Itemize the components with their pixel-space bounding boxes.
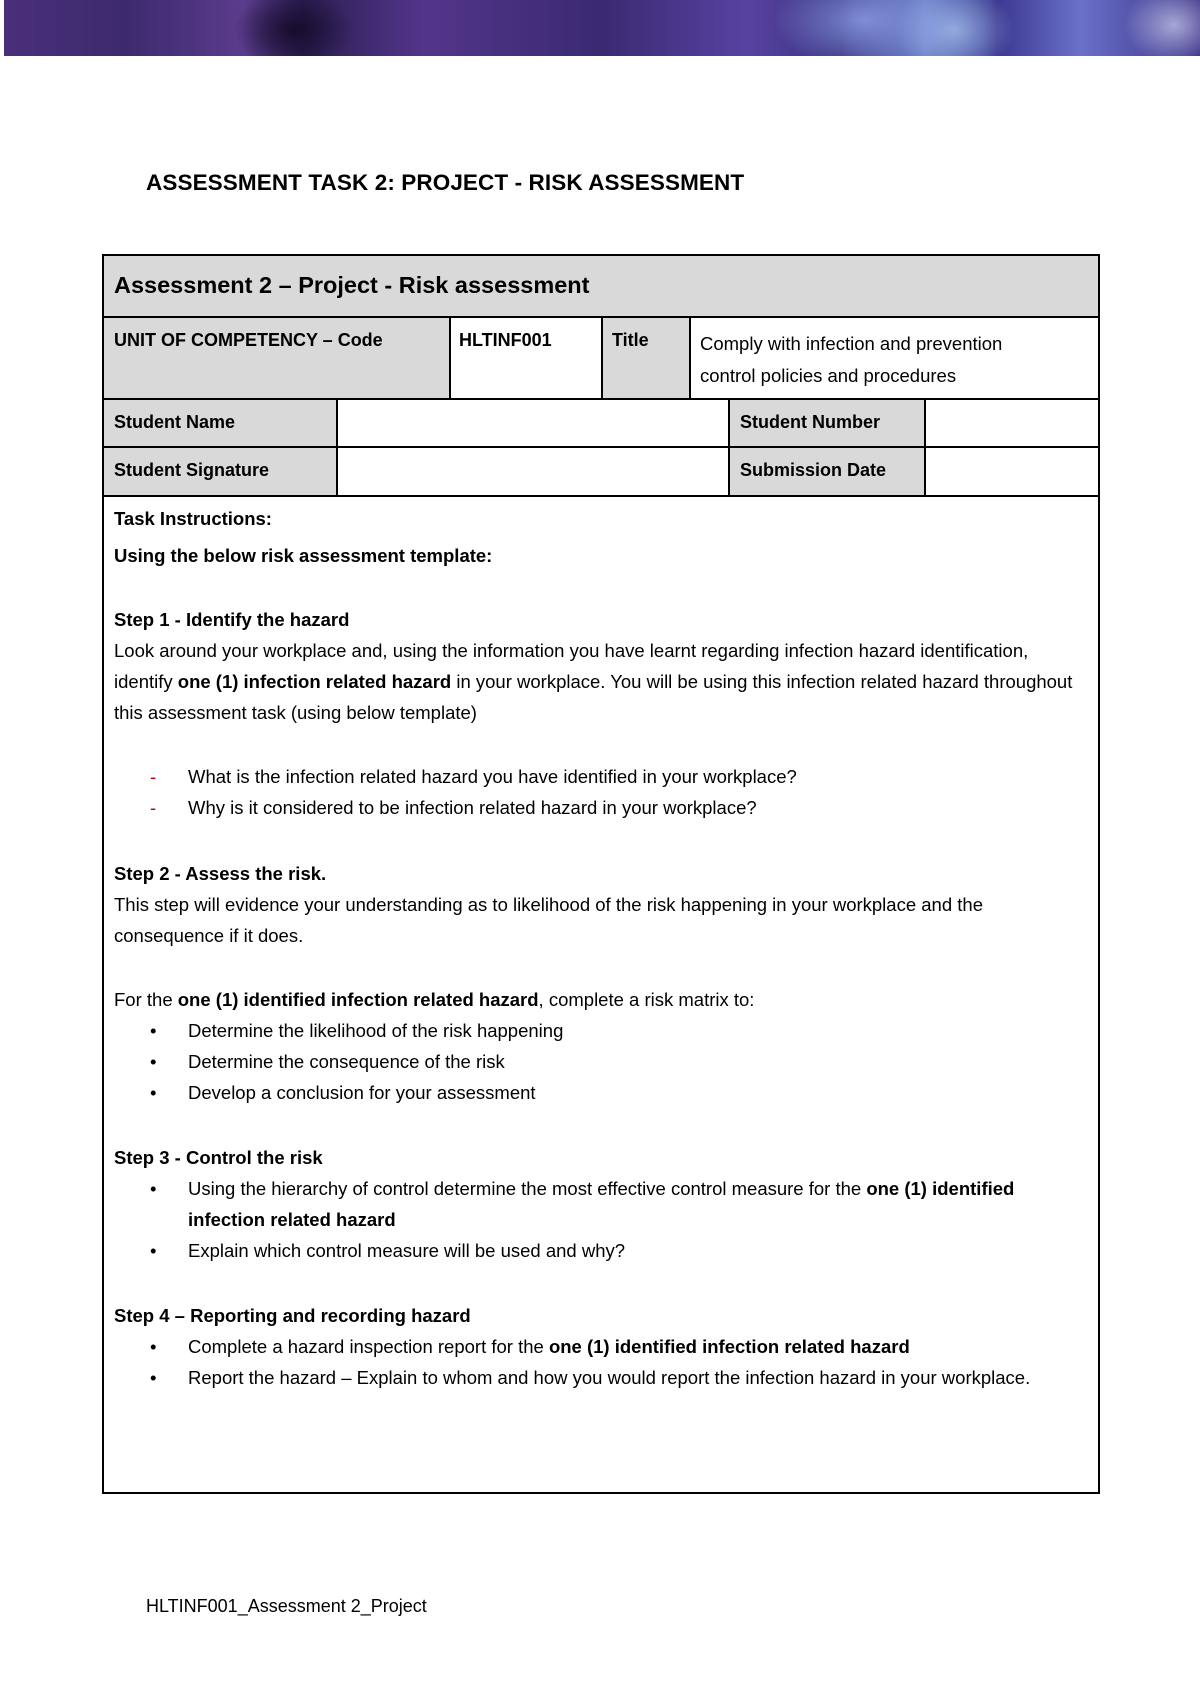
header-banner-image bbox=[4, 0, 1200, 56]
title-label-cell bbox=[602, 318, 690, 399]
task-instructions-intro: Using the below risk assessment template: bbox=[114, 545, 493, 566]
page-footer: HLTINF001_Assessment 2_Project bbox=[146, 1596, 427, 1616]
list-item bbox=[114, 792, 1088, 823]
step2-bullet-3: Develop a conclusion for your assessment bbox=[188, 1082, 536, 1103]
bullet-marker: • bbox=[150, 1367, 157, 1388]
dash-marker: - bbox=[150, 766, 157, 787]
unit-title-cell bbox=[690, 318, 1098, 399]
list-item bbox=[114, 1077, 1088, 1108]
table-header bbox=[104, 256, 1098, 316]
step4-heading: Step 4 – Reporting and recording hazard bbox=[114, 1305, 471, 1326]
step2-bullet-1: Determine the likelihood of the risk happening bbox=[188, 1020, 564, 1041]
list-item bbox=[114, 1173, 1088, 1235]
student-name-field[interactable] bbox=[338, 400, 728, 446]
list-item bbox=[114, 761, 1088, 792]
bullet-marker: • bbox=[150, 1240, 157, 1261]
submission-date-label-cell bbox=[730, 448, 924, 495]
step3-heading: Step 3 - Control the risk bbox=[114, 1147, 323, 1168]
table-header-text: Assessment 2 – Project - Risk assessment bbox=[114, 272, 590, 298]
list-item bbox=[114, 1046, 1088, 1077]
page-heading: ASSESSMENT TASK 2: PROJECT - RISK ASSESSMENT bbox=[146, 170, 745, 195]
student-number-label: Student Number bbox=[740, 412, 881, 432]
step3-bullet-2: Explain which control measure will be used and why? bbox=[188, 1240, 626, 1261]
student-signature-field[interactable] bbox=[338, 448, 728, 495]
unit-code-label: UNIT OF COMPETENCY – Code bbox=[114, 330, 383, 350]
title-label: Title bbox=[612, 330, 649, 350]
student-signature-label: Student Signature bbox=[114, 460, 270, 480]
task-instructions bbox=[114, 503, 1088, 1393]
bullet-marker: • bbox=[150, 1020, 157, 1041]
step1-question-1: What is the infection related hazard you have identified in your workplace? bbox=[188, 766, 797, 787]
task-instructions-heading: Task Instructions: bbox=[114, 508, 272, 529]
student-signature-label-cell bbox=[104, 448, 336, 495]
unit-title-line-2: control policies and procedures bbox=[700, 365, 957, 386]
unit-code-cell bbox=[449, 318, 602, 399]
student-name-label-cell bbox=[104, 400, 336, 446]
assessment-table bbox=[102, 254, 1100, 1494]
list-item bbox=[114, 1362, 1088, 1393]
submission-date-label: Submission Date bbox=[740, 460, 887, 480]
dash-marker: - bbox=[150, 797, 157, 818]
step1-heading: Step 1 - Identify the hazard bbox=[114, 609, 350, 630]
step2-paragraph-2: For the one (1) identified infection related hazard, complete a risk matrix to: bbox=[114, 989, 755, 1010]
step4-bullet-2: Report the hazard – Explain to whom and how you would report the infection hazard in your workplace. bbox=[188, 1367, 1031, 1388]
step2-paragraph: This step will evidence your understanding as to likelihood of the risk happening in your workplace and the consequence if it does. bbox=[114, 894, 983, 946]
bullet-marker: • bbox=[150, 1178, 157, 1199]
step2-bullet-2: Determine the consequence of the risk bbox=[188, 1051, 505, 1072]
list-item bbox=[114, 1235, 1088, 1266]
step4-bullet-1: Complete a hazard inspection report for the one (1) identified infection related hazard bbox=[188, 1336, 910, 1357]
unit-code-label-cell bbox=[104, 318, 449, 399]
bullet-marker: • bbox=[150, 1051, 157, 1072]
step1-question-2: Why is it considered to be infection related hazard in your workplace? bbox=[188, 797, 757, 818]
unit-title-line-1: Comply with infection and prevention bbox=[700, 333, 1003, 354]
step1-paragraph: Look around your workplace and, using the information you have learnt regarding infection hazard identification, identify one (1) infection related hazard in your workplace. You will be using this infection related hazard throughout this assessment task (using below template) bbox=[114, 640, 1073, 723]
list-item bbox=[114, 1015, 1088, 1046]
student-number-label-cell bbox=[730, 400, 924, 446]
student-name-label: Student Name bbox=[114, 412, 236, 432]
bullet-marker: • bbox=[150, 1336, 157, 1357]
bullet-marker: • bbox=[150, 1082, 157, 1103]
submission-date-field[interactable] bbox=[926, 448, 1098, 495]
step2-heading: Step 2 - Assess the risk. bbox=[114, 863, 327, 884]
step3-bullet-1: Using the hierarchy of control determine the most effective control measure for the one (1) identified infection related hazard bbox=[188, 1178, 1015, 1230]
student-number-field[interactable] bbox=[926, 400, 1098, 446]
list-item bbox=[114, 1331, 1088, 1362]
unit-code-value: HLTINF001 bbox=[459, 330, 552, 350]
